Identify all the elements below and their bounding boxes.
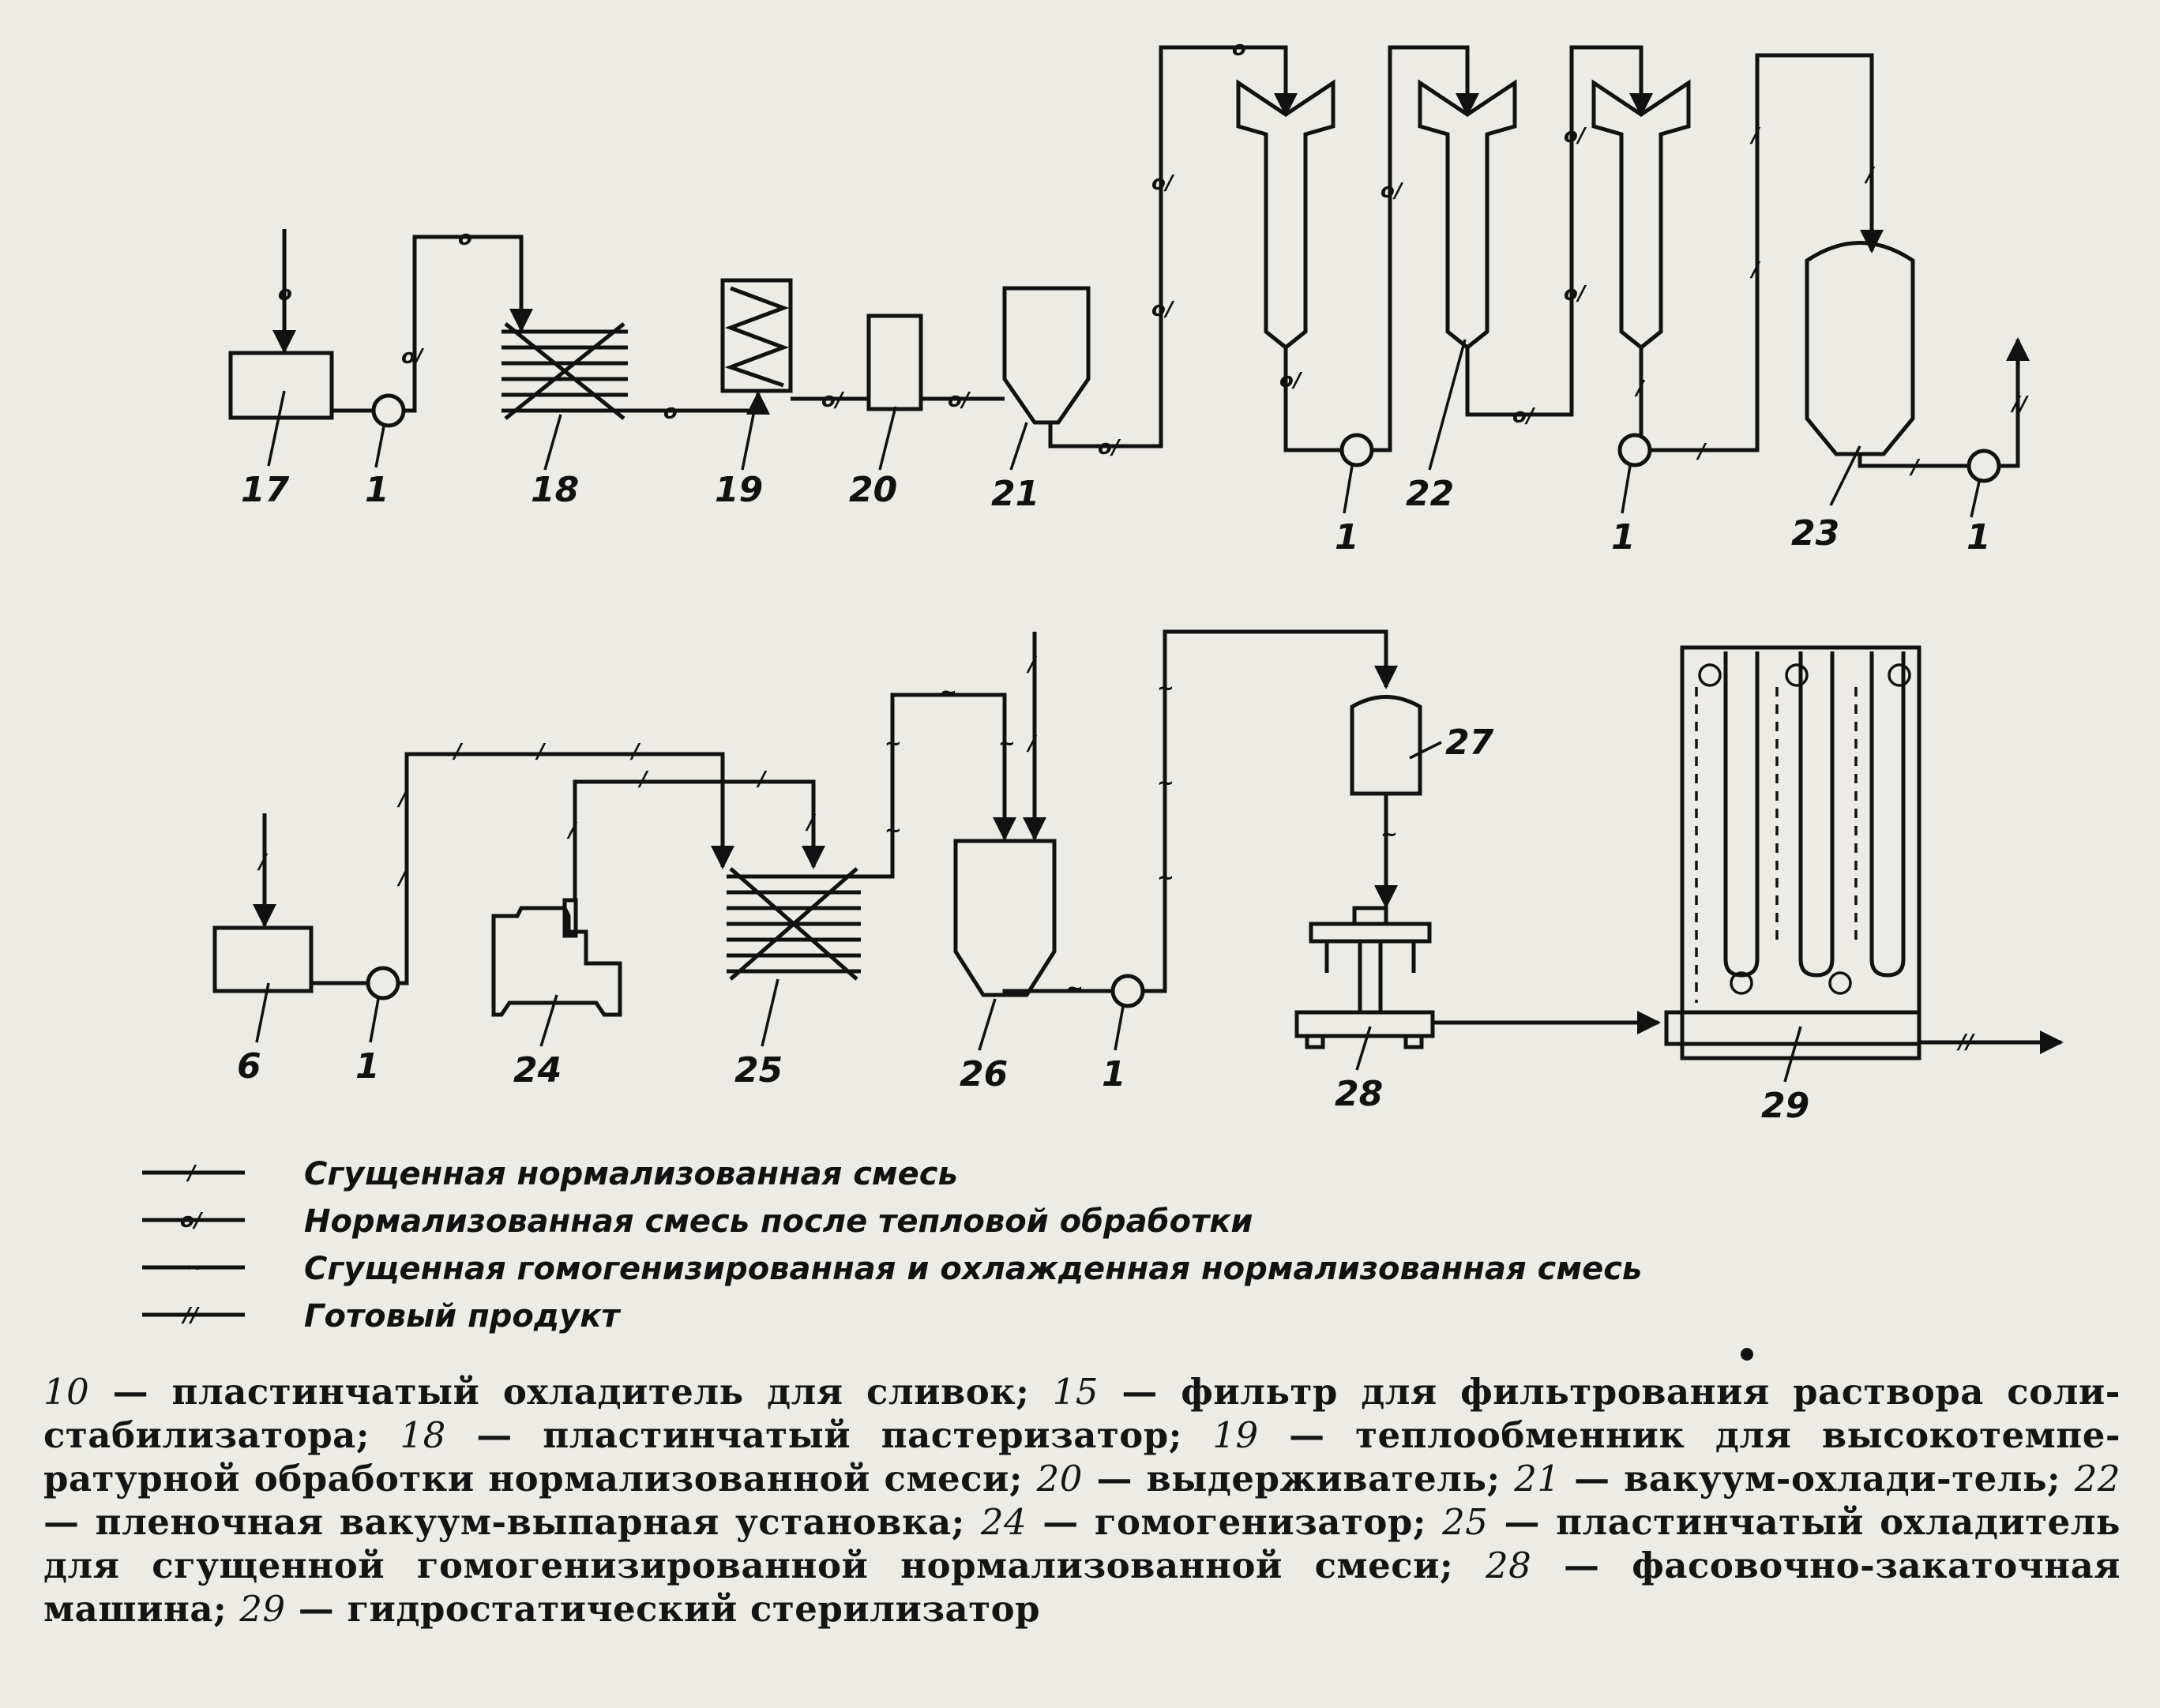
svg-text:o/: o/ <box>948 389 970 412</box>
svg-text:o/: o/ <box>1098 436 1120 460</box>
svg-text:~: ~ <box>1157 677 1174 700</box>
svg-text:/: / <box>1752 124 1760 148</box>
equipment-25-plate-cooler <box>727 869 861 1046</box>
svg-text:~: ~ <box>940 681 957 704</box>
svg-text:/: / <box>1752 258 1760 282</box>
svg-text:o: o <box>1232 37 1246 61</box>
svg-text:/: / <box>259 850 267 874</box>
svg-text:~: ~ <box>1157 866 1174 890</box>
svg-text:o/: o/ <box>1279 369 1302 392</box>
svg-text:o/: o/ <box>1151 298 1174 321</box>
svg-text:/: / <box>632 740 640 764</box>
label-1: 1 <box>1335 517 1359 557</box>
caption-item-number: 25 <box>1442 1501 1489 1543</box>
label-17: 17 <box>241 470 290 510</box>
svg-text:~: ~ <box>1216 620 1234 644</box>
equipment-20-holding-tube <box>869 316 921 470</box>
svg-text:/: / <box>1698 440 1706 464</box>
svg-text:~: ~ <box>885 732 902 756</box>
label-21: 21 <box>991 474 1040 514</box>
equipment-1-pump-f <box>1113 976 1143 1050</box>
svg-text://: // <box>2012 392 2027 416</box>
legend-item-finished <box>142 1298 622 1334</box>
equipment-1-pump-c <box>1620 435 1650 513</box>
label-1: 1 <box>365 470 389 510</box>
caption-item-number: 22 <box>2074 1458 2121 1500</box>
equipment-1-pump-d <box>1969 451 1999 517</box>
caption-item-text: — гидростатический стерилизатор <box>285 1588 1041 1630</box>
label-20: 20 <box>849 470 898 510</box>
legend-label: Сгущенная нормализованная смесь <box>304 1156 958 1192</box>
caption-item-text: — пластинчатый охладитель для сливок; <box>89 1371 1053 1413</box>
legend-label: Готовый продукт <box>304 1298 620 1334</box>
caption-item-text: — выдерживатель; <box>1082 1458 1515 1500</box>
caption-item-text: — фасовочно-закаточная машина; <box>43 1545 2121 1630</box>
svg-text:o/: o/ <box>180 1209 202 1233</box>
svg-text:~: ~ <box>1066 977 1084 1000</box>
svg-text:/: / <box>640 768 648 791</box>
equipment-21-vacuum-cooler <box>1005 288 1088 470</box>
caption-item-number: 21 <box>1514 1458 1561 1500</box>
svg-text:/: / <box>1911 456 1919 479</box>
caption-item-text: — пластинчатый охладитель для сгущенной гомогенизированной нормализованной смеси; <box>43 1501 2121 1586</box>
label-24: 24 <box>513 1050 562 1090</box>
caption-item-text: — фильтр для фильтрования раствора соли-стабилизатора; <box>43 1371 2121 1456</box>
equipment-1-pump-b <box>1342 435 1372 513</box>
svg-text:/: / <box>188 1162 196 1185</box>
caption-item-text: — вакуум-охлади-тель; <box>1560 1458 2075 1500</box>
svg-text:/: / <box>569 819 577 843</box>
legend <box>142 1156 1642 1334</box>
svg-text:o/: o/ <box>401 345 423 369</box>
caption-item-number: 20 <box>1036 1458 1083 1500</box>
svg-text:o/: o/ <box>1512 404 1535 428</box>
svg-text:o/: o/ <box>821 389 843 412</box>
label-28: 28 <box>1335 1074 1384 1114</box>
label-1: 1 <box>1102 1054 1126 1094</box>
equipment-1-pump-a <box>374 396 404 467</box>
label-26: 26 <box>960 1054 1009 1094</box>
svg-text:~: ~ <box>1311 620 1328 644</box>
equipment-6-tank <box>215 928 311 1042</box>
svg-text:~: ~ <box>186 1256 204 1280</box>
equipment-19-heat-exchanger <box>723 280 791 470</box>
legend-label: Нормализованная смесь после тепловой обработки <box>304 1203 1253 1240</box>
bottom-row-line-marks <box>257 620 1975 1054</box>
svg-text:~: ~ <box>885 819 902 843</box>
label-1: 1 <box>1611 517 1636 557</box>
equipment-27-tank <box>1352 697 1441 794</box>
label-23: 23 <box>1791 513 1840 554</box>
equipment-number-labels <box>237 470 1991 1126</box>
svg-text:/: / <box>1028 732 1036 756</box>
svg-text://: // <box>1959 1030 1974 1054</box>
svg-text:~: ~ <box>998 732 1016 756</box>
caption-item-number: 29 <box>239 1588 286 1630</box>
label-25: 25 <box>734 1050 783 1090</box>
svg-text://: // <box>183 1304 198 1327</box>
label-6: 6 <box>237 1046 261 1087</box>
svg-text:/: / <box>1028 653 1036 677</box>
svg-text:/: / <box>454 740 462 764</box>
top-row-line-marks <box>278 37 2029 479</box>
svg-text:~: ~ <box>1157 771 1174 795</box>
label-18: 18 <box>531 470 580 510</box>
svg-text:/: / <box>399 866 407 890</box>
svg-text:~: ~ <box>1381 823 1398 846</box>
equipment-29-hydrostatic-sterilizer <box>1666 648 1919 1082</box>
caption-item-text: — пленочная вакуум-выпарная установка; <box>43 1501 981 1543</box>
svg-text:~: ~ <box>1556 1011 1573 1034</box>
equipment-26-mixing-tank <box>956 841 1054 1050</box>
svg-text:o: o <box>278 282 292 306</box>
equipment-28-filling-sealing-machine <box>1297 908 1433 1070</box>
label-1: 1 <box>1967 517 1991 557</box>
caption-item-number: 28 <box>1485 1545 1532 1586</box>
svg-text:o/: o/ <box>1381 179 1403 203</box>
equipment-1-pump-e <box>368 968 398 1042</box>
svg-text:~: ~ <box>1477 1011 1494 1034</box>
caption-item-number: 10 <box>43 1371 90 1413</box>
caption-item-number: 15 <box>1052 1371 1099 1413</box>
caption-item-text: — теплообменник для высокотемпе-ратурной обработки нормализованной смеси; <box>43 1414 2121 1500</box>
caption-item-number: 19 <box>1212 1414 1259 1456</box>
label-19: 19 <box>715 470 764 510</box>
label-29: 29 <box>1761 1086 1810 1126</box>
svg-text:/: / <box>399 787 407 811</box>
caption-item-number: 24 <box>980 1501 1027 1543</box>
label-22: 22 <box>1406 474 1455 514</box>
print-dot <box>1741 1348 1753 1361</box>
svg-text:/: / <box>807 811 815 835</box>
svg-text:o: o <box>458 227 472 250</box>
top-row-pipes <box>284 47 2018 466</box>
equipment-17-tank <box>231 353 332 466</box>
svg-text:o: o <box>663 400 678 424</box>
label-27: 27 <box>1445 723 1494 763</box>
caption-item-number: 18 <box>400 1414 446 1456</box>
label-1: 1 <box>355 1046 380 1087</box>
legend-item-heat-treated <box>142 1203 1253 1240</box>
svg-text:o/: o/ <box>1564 282 1586 306</box>
svg-text:/: / <box>1866 163 1874 187</box>
legend-item-condensed <box>142 1156 958 1192</box>
equipment-22-film-evaporator <box>1238 83 1689 470</box>
svg-text:/: / <box>1636 377 1644 400</box>
equipment-24-homogenizer <box>494 900 620 1046</box>
caption-item-text: — пластинчатый пастеризатор; <box>445 1414 1213 1456</box>
caption-item-text: — гомогенизатор; <box>1027 1501 1443 1543</box>
equipment-18-plate-pasteurizer <box>501 324 628 470</box>
svg-text:/: / <box>758 768 766 791</box>
svg-text:o/: o/ <box>1564 124 1586 148</box>
figure-caption <box>43 1370 2121 1631</box>
svg-text:/: / <box>537 740 545 764</box>
legend-label: Сгущенная гомогенизированная и охлажденная нормализованная смесь <box>304 1251 1643 1287</box>
svg-text:o/: o/ <box>1151 171 1174 195</box>
legend-item-homogenized <box>142 1251 1642 1287</box>
